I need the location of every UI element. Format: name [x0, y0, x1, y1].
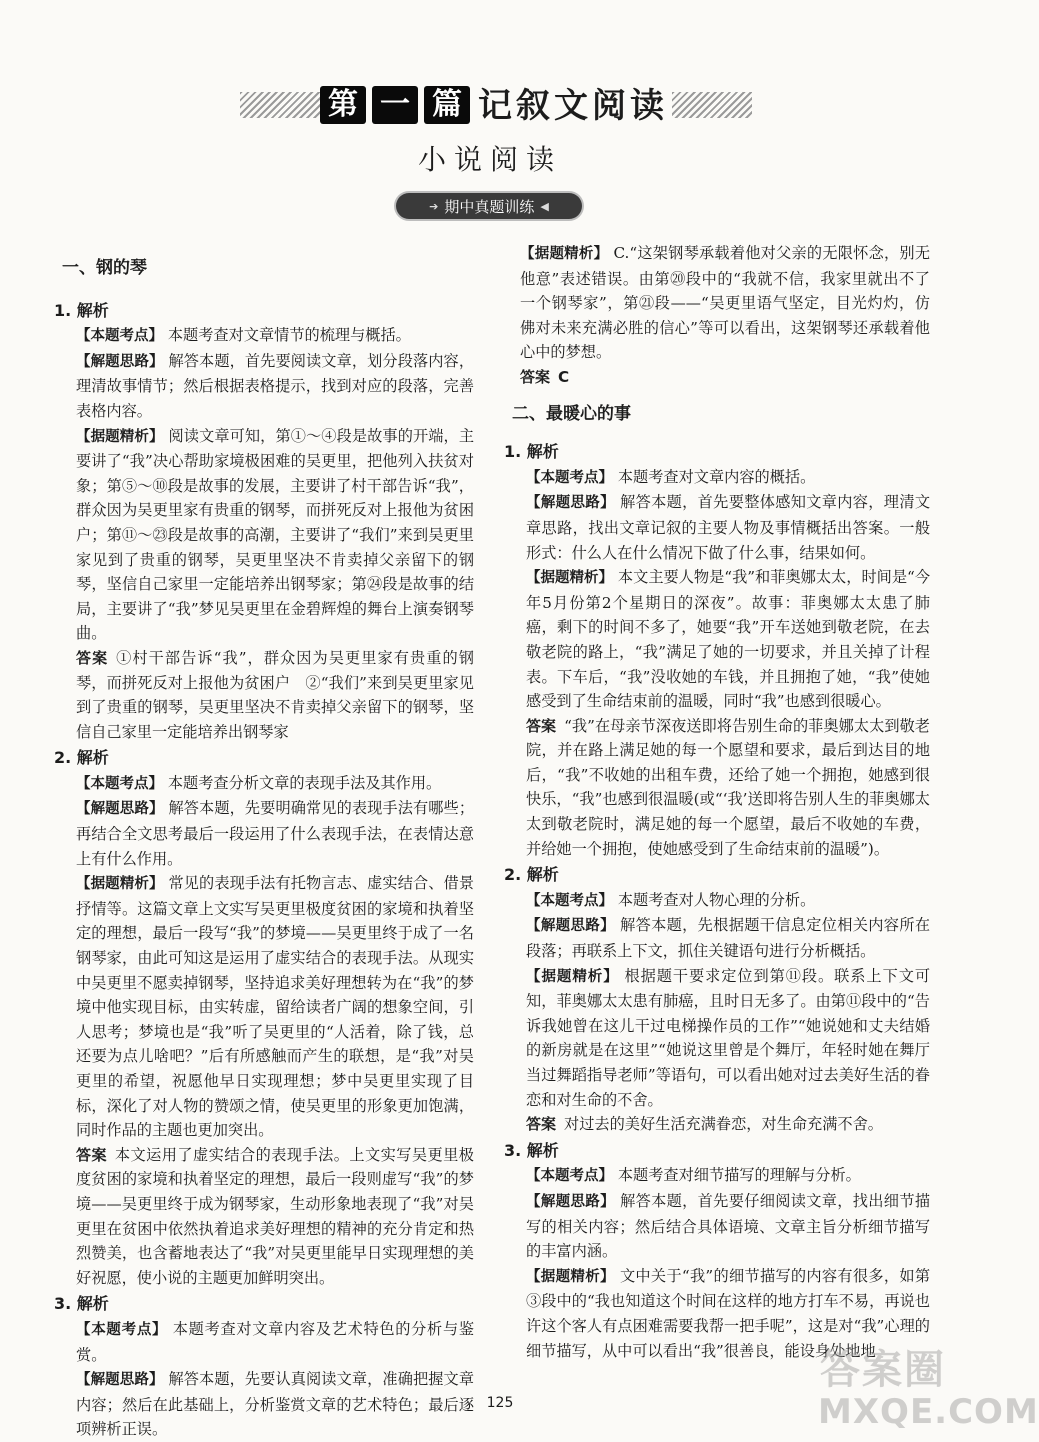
kaodian-text: 本题考查对文章内容及艺术特色的分析与鉴赏。 [76, 1319, 475, 1364]
answer-label: 答案 [76, 1145, 107, 1164]
silu-text: 解答本题，首先要阅读文章，划分段落内容，理清故事情节；然后根据表格提示，找到对应的段落，完善表格内容。 [76, 351, 475, 420]
answer-text: 对过去的美好生活充满眷恋，对生命充满不舍。 [564, 1115, 883, 1134]
question-number: 2. 解析 [504, 865, 559, 885]
silu-label: 【解题思路】 [76, 353, 164, 370]
silu-text: 解答本题，首先要整体感知文章内容，理清文章思路，找出文章记叙的主要人物及事情概括出答案。一般形式：什么人在什么情况下做了什么事，结果如何。 [526, 493, 931, 562]
jingxi-text: 阅读文章可知，第①～④段是故事的开端，主要讲了“我”决心帮助家境极困难的吴更里，把他列入扶贫对象；第⑤～⑩段是故事的发展，主要讲了村干部告诉“我”，群众因为吴更里家有贵重的钢琴，而拼死反对上报他为贫困户；第⑪～㉓段是故事的高潮，主要讲了“我们”来到吴更里家见到了贵重的钢琴，吴更里坚决不肯卖掉父亲留下的钢琴，坚信自己家里一定能培养出钢琴家；第㉔段是故事的结局，主要讲了“我”梦见吴更里在金碧辉煌的舞台上演奏钢琴曲。 [76, 426, 475, 643]
jingxi-label: 【据题精析】 [76, 428, 164, 445]
kaodian-label: 【本题考点】 [526, 1168, 613, 1185]
answer-text: 本文运用了虚实结合的表现手法。上文实写吴更里极度贫困的家境和执着坚定的理想，最后一段则虚写“我”的梦境——吴更里终于成为钢琴家，生动形象地表现了“我”对吴更里在贫困中依然执着追求美好理想的精神的充分肯定和热烈赞美，也含蓄地表达了“我”对吴更里能早日实现理想的美好祝愿，使小说的主题更加鲜明突出。 [76, 1145, 474, 1287]
left-column [54, 250, 475, 1442]
section-title: 记叙文阅读 [478, 86, 668, 126]
jingxi-label: 【据题精析】 [520, 246, 609, 262]
exam-banner [396, 193, 582, 219]
silu-text: 解答本题，先根据题干信息定位相关内容所在段落；再联系上下文，抓住关键语句进行分析概括。 [526, 916, 931, 961]
answer-label: 答案 [76, 648, 109, 667]
silu-label: 【解题思路】 [76, 801, 164, 818]
silu-text: 解答本题，先要认真阅读文章，准确把握文章内容；然后在此基础上，分析鉴赏文章的艺术特色；最后逐项辨析正误。 [76, 1370, 475, 1439]
kaodian-text: 本题考查对细节描写的理解与分析。 [617, 1166, 861, 1185]
chapter-box-1: 第 [320, 86, 366, 124]
jingxi-text: 常见的表现手法有托物言志、虚实结合、借景抒情等。这篇文章上文实写吴更里极度贫困的家境和执着坚定的理想，最后一段写“我”的梦境——吴更里终于成了一名钢琴家，由此可知这是运用了虚实结合的表现手法。从现实中吴更里不愿卖掉钢琴，坚持追求美好理想转为在“我”的梦境中他实现目标，由实转虚，留给读者广阔的想象空间，引人思考；梦境也是“我”听了吴更里的“人活着，除了钱，总还要为点儿啥吧？”后有所感触而产生的联想，是“我”对吴更里的希望，祝愿他早日实现理想；梦中吴更里实现了目标，深化了对人物的赞颂之情，使吴更里的形象更加饱满，同时作品的主题也更加突出。 [76, 874, 475, 1140]
chapter-box-2: 一 [372, 86, 418, 124]
arrow-right-icon: ➔ [429, 199, 439, 213]
silu-label: 【解题思路】 [526, 495, 615, 512]
jingxi-text: 本文主要人物是“我”和菲奥娜太太，时间是“今年5月份第2个星期日的深夜”。故事：菲奥娜太太患了肺癌，剩下的时间不多了，她要“我”开车送她到敬老院，在去敬老院的路上，“我”满足了她的一切要求，并且关掉了计程表。下车后，“我”没收她的车钱，并且拥抱了她，“我”使她感受到了生命结束前的温暖，同时“我”也感到很暖心。 [526, 568, 931, 711]
jingxi-text: 文中关于“我”的细节描写的内容有很多，如第③段中的“我也知道这个时间在这样的地方打车不易，再说也许这个客人有点困难需要我帮一把手呢”，这是对“我”心理的细节描写，从中可以看出“我”很善良，能设身处地地 [526, 1266, 931, 1360]
question-number: 3. 解析 [504, 1140, 559, 1160]
banner-label: 期中真题训练 [444, 197, 535, 216]
question-1-analysis [512, 465, 930, 862]
question-2-analysis [512, 888, 930, 1137]
kaodian-text: 本题考查对文章情节的梳理与概括。 [167, 326, 411, 345]
question-number: 2. 解析 [54, 748, 109, 768]
question-3-analysis [512, 1163, 930, 1363]
question-3-continued [512, 241, 930, 390]
chapter-label [320, 86, 470, 124]
page-subtitle: 小说阅读 [417, 143, 562, 176]
watermark-url: MXQE.COM [818, 1392, 1039, 1432]
watermark-logo: 答案圈 [820, 1347, 946, 1393]
question-1-analysis [62, 323, 474, 744]
answer-label: 答案 [526, 1115, 557, 1134]
article-title-1: 一、钢的琴 [62, 258, 147, 278]
silu-label: 【解题思路】 [76, 1372, 164, 1389]
chapter-box-3: 篇 [424, 86, 470, 124]
kaodian-text: 本题考查分析文章的表现手法及其作用。 [167, 773, 442, 792]
jingxi-text: 根据题干要求定位到第⑪段。联系上下文可知，菲奥娜太太患有肺癌，且时日无多了。由第⑪段中的“告诉我她曾在这儿干过电梯操作员的工作”“她说她和丈夫结婚的新房就是在这里”“她说这里曾是个舞厅，年轻时她在舞厅当过舞蹈指导老师”等语句，可以看出她对过去美好生活的眷恋和对生命的不舍。 [526, 966, 931, 1109]
answer-label: 答案 [520, 367, 551, 386]
question-number: 3. 解析 [54, 1294, 109, 1314]
question-3-analysis [62, 1317, 474, 1442]
kaodian-label: 【本题考点】 [76, 328, 163, 345]
kaodian-label: 【本题考点】 [76, 775, 163, 792]
arrow-left-icon: ◀ [540, 199, 549, 213]
answer-text: “我”在母亲节深夜送即将告别生命的菲奥娜太太到敬老院，并在路上满足她的每一个愿望和要求，最后到达目的地后，“我”不收她的出租车费，还给了她一个拥抱，她感到很快乐，“我”也感到很温暖(或“‘我’送即将告别人生的菲奥娜太太到敬老院时，满足她的每一个愿望，最后不收她的车费，并给她一个拥抱，使她感受到了生命结束前的温暖”)。 [526, 716, 930, 858]
jingxi-label: 【据题精析】 [526, 570, 614, 587]
header-hatch-right [672, 92, 752, 118]
answer-text: ①村干部告诉“我”，群众因为吴更里家有贵重的钢琴，而拼死反对上报他为贫困户 ②“我们”来到吴更里家见到了贵重的钢琴，吴更里坚决不肯卖掉父亲留下的钢琴，坚信自己家里一定能培养出钢琴家 [76, 648, 474, 741]
jingxi-label: 【据题精析】 [76, 876, 164, 893]
question-number: 1. 解析 [54, 300, 109, 320]
silu-label: 【解题思路】 [526, 918, 615, 935]
header-hatch-left [240, 92, 320, 118]
question-number: 1. 解析 [504, 442, 559, 462]
right-column [504, 241, 931, 1363]
question-2-analysis [62, 771, 474, 1290]
silu-text: 解答本题，先要明确常见的表现手法有哪些；再结合全文思考最后一段运用了什么表现手法，在表情达意上有什么作用。 [76, 799, 475, 868]
article-title-2: 二、最暖心的事 [512, 403, 631, 424]
page-number: 125 [486, 1395, 514, 1411]
jingxi-label: 【据题精析】 [526, 1268, 615, 1285]
kaodian-text: 本题考查对文章内容的概括。 [617, 467, 816, 486]
answer-label: 答案 [526, 716, 557, 735]
jingxi-label: 【据题精析】 [526, 968, 619, 985]
silu-text: 解答本题，首先要仔细阅读文章，找出细节描写的相关内容；然后结合具体语境、文章主旨分析细节描写的丰富内涵。 [526, 1191, 931, 1261]
kaodian-label: 【本题考点】 [76, 1321, 168, 1338]
kaodian-label: 【本题考点】 [526, 469, 613, 486]
jingxi-text: C.“这架钢琴承载着他对父亲的无限怀念，别无他意”表述错误。由第⑳段中的“我就不信，我家里就出不了一个钢琴家”，第㉑段——“吴更里语气坚定，目光灼灼，仿佛对未来充满必胜的信心”等可以看出，这架钢琴还承载着他心中的梦想。 [520, 244, 931, 362]
silu-label: 【解题思路】 [526, 1193, 615, 1210]
answer-text: C [558, 367, 570, 386]
kaodian-text: 本题考查对人物心理的分析。 [617, 890, 816, 909]
kaodian-label: 【本题考点】 [526, 892, 613, 909]
